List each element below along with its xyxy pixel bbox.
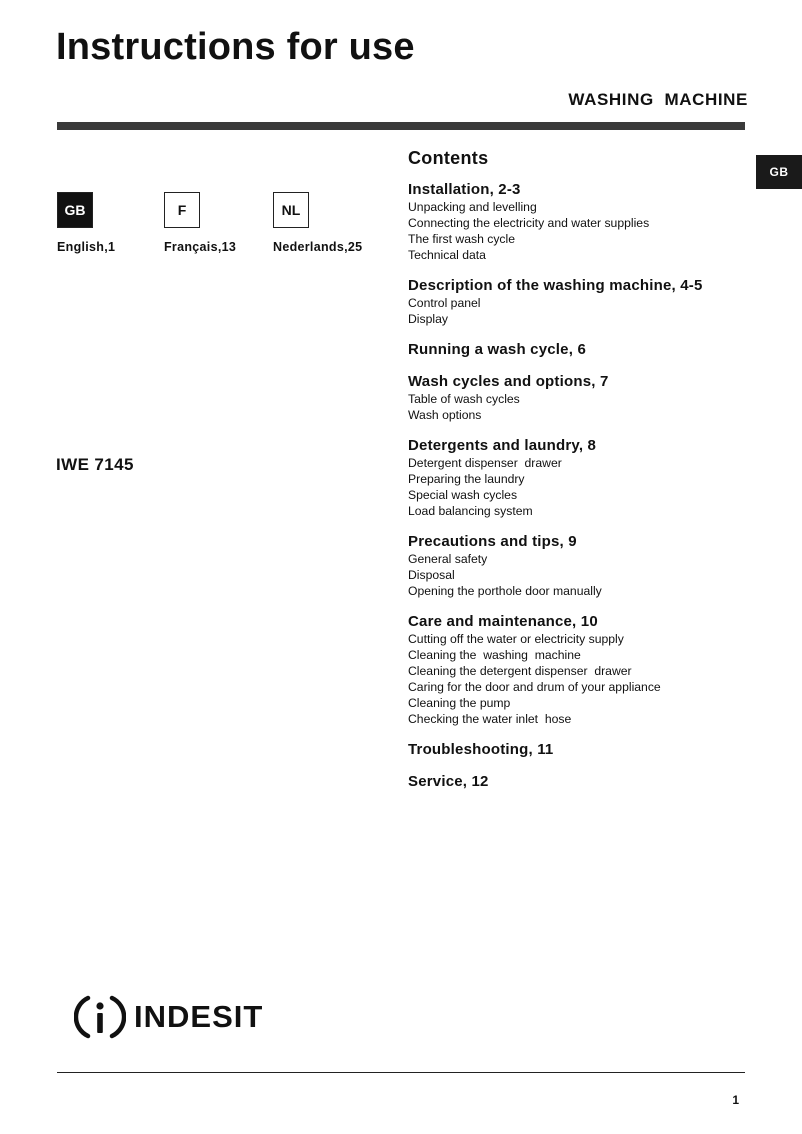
- section-item[interactable]: Disposal: [408, 568, 455, 582]
- document-subtitle: WASHING MACHINE: [568, 90, 748, 109]
- model-number: IWE 7145: [56, 455, 134, 474]
- section-item[interactable]: Load balancing system: [408, 504, 533, 518]
- language-code-box: NL: [273, 192, 309, 228]
- section-item[interactable]: Caring for the door and drum of your appliance: [408, 680, 661, 694]
- section-item[interactable]: Cleaning the pump: [408, 696, 511, 710]
- section-item[interactable]: Special wash cycles: [408, 488, 518, 502]
- language-code-box: F: [164, 192, 200, 228]
- language-side-tab: GB: [756, 155, 802, 189]
- document-title: Instructions for use: [56, 26, 415, 68]
- section-title[interactable]: Detergents and laundry, 8: [408, 437, 597, 454]
- language-code-box: GB: [57, 192, 93, 228]
- section-item[interactable]: Display: [408, 312, 448, 326]
- language-gb[interactable]: [57, 192, 115, 254]
- indesit-logo-icon: [74, 994, 126, 1040]
- section-title[interactable]: Service, 12: [408, 773, 489, 790]
- section-item[interactable]: Cleaning the washing machine: [408, 648, 581, 662]
- section-item[interactable]: Unpacking and levelling: [408, 200, 537, 214]
- section-items: [408, 631, 768, 727]
- section-title[interactable]: Care and maintenance, 10: [408, 613, 598, 630]
- section-item[interactable]: Cleaning the detergent dispenser drawer: [408, 664, 632, 678]
- section-item[interactable]: Table of wash cycles: [408, 392, 520, 406]
- contents-heading: Contents: [408, 148, 489, 168]
- section-item[interactable]: Preparing the laundry: [408, 472, 525, 486]
- section-items: [408, 391, 768, 423]
- section-item[interactable]: The first wash cycle: [408, 232, 516, 246]
- contents-section: [408, 773, 768, 791]
- section-item[interactable]: Detergent dispenser drawer: [408, 456, 562, 470]
- section-title[interactable]: Wash cycles and options, 7: [408, 373, 609, 390]
- section-item[interactable]: Opening the porthole door manually: [408, 584, 602, 598]
- language-nl[interactable]: [273, 192, 362, 254]
- section-item[interactable]: Control panel: [408, 296, 481, 310]
- contents-section: [408, 437, 768, 519]
- contents-section: [408, 341, 768, 359]
- section-items: [408, 295, 768, 327]
- language-label: English,1: [57, 240, 116, 254]
- contents-section: [408, 373, 768, 423]
- section-title[interactable]: Installation, 2-3: [408, 181, 521, 198]
- brand-logo: [74, 994, 263, 1040]
- contents-section: [408, 181, 768, 263]
- section-items: [408, 551, 768, 599]
- section-item[interactable]: Technical data: [408, 248, 486, 262]
- contents-sections: [408, 181, 768, 791]
- contents-section: [408, 741, 768, 759]
- section-items: [408, 199, 768, 263]
- language-label: Français,13: [164, 240, 237, 254]
- section-item[interactable]: Wash options: [408, 408, 482, 422]
- section-item[interactable]: General safety: [408, 552, 488, 566]
- contents-section: [408, 277, 768, 327]
- section-item[interactable]: Checking the water inlet hose: [408, 712, 572, 726]
- contents-section: [408, 533, 768, 599]
- section-title[interactable]: Precautions and tips, 9: [408, 533, 577, 550]
- footer-rule: [57, 1072, 745, 1073]
- page-number: 1: [732, 1093, 739, 1107]
- language-label: Nederlands,25: [273, 240, 363, 254]
- section-items: [408, 455, 768, 519]
- section-title[interactable]: Troubleshooting, 11: [408, 741, 554, 758]
- section-item[interactable]: Cutting off the water or electricity supply: [408, 632, 624, 646]
- header-rule: [57, 122, 745, 130]
- brand-name: INDESIT: [134, 999, 264, 1034]
- language-f[interactable]: [164, 192, 236, 254]
- section-title[interactable]: Running a wash cycle, 6: [408, 341, 586, 358]
- table-of-contents: [408, 148, 768, 805]
- section-item[interactable]: Connecting the electricity and water supplies: [408, 216, 650, 230]
- contents-section: [408, 613, 768, 727]
- section-title[interactable]: Description of the washing machine, 4-5: [408, 277, 703, 294]
